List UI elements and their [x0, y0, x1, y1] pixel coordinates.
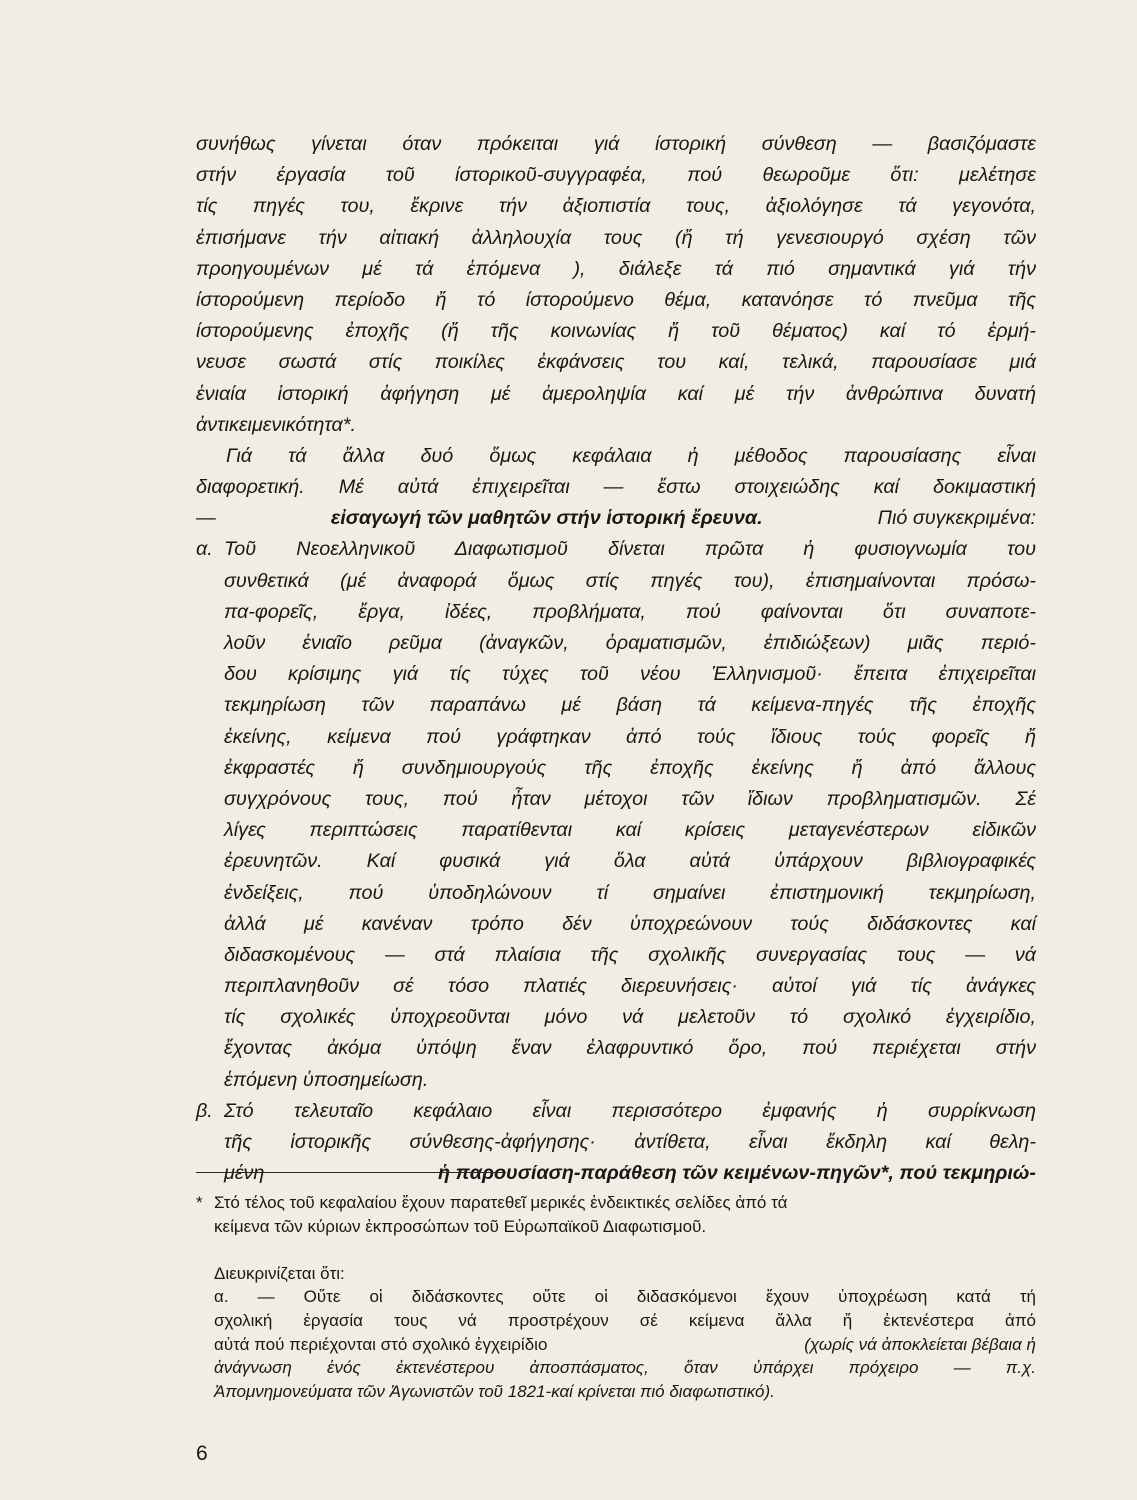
text-line: ἀντικειμενικότητα*. — [196, 413, 356, 436]
text-line: ἑπόμενη ὑποσημείωση. — [224, 1068, 429, 1091]
line-text: Στό τέλος τοῦ κεφαλαίου ἔχουν παρατεθεῖ μερικές ἐνδεικτικές σελίδες ἀπό τά — [214, 1193, 788, 1212]
footnote-clarification — [196, 1262, 1036, 1404]
text-line: διδασκομένους — στά πλαίσια τῆς σχολικῆς συνεργασίας τους — νά — [224, 943, 1036, 966]
text-line: στήν έργασία τοῦ ίστορικοῦ-συγγραφέα, πού θεωροῦμε ὅτι: μελέτησε — [196, 164, 1036, 187]
text-line: συνθετικά (μέ ἀναφορά ὅμως στίς πηγές του), ἐπισημαίνονται πρόσω- — [224, 569, 1036, 592]
text-line: Γιά τά ἄλλα δυό ὅμως κεφάλαια ἡ μέθοδος παρουσίασης εἶναι — [226, 444, 1036, 467]
text-line: πα-φορεῖς, ἔργα, ἰδέες, προβλήματα, πού φαίνονται ὅτι συναποτε- — [224, 600, 1036, 623]
text-line: δου κρίσιμης γιά τίς τύχες τοῦ νέου Ἑλληνισμοῦ· ἔπειτα ἐπιχειρεῖται — [224, 663, 1036, 686]
footnote-line — [214, 1333, 1036, 1357]
phrase: Πιό συγκεκριμένα: — [877, 507, 1036, 530]
text-line: προηγουμένων μέ τά ἑπόμενα ), διάλεξε τά πιό σημαντικά γιά τήν — [196, 257, 1036, 280]
text-line: τίς σχολικές ὑποχρεοῦνται μόνο νά μελετοῦν τό σχολικό ἐγχειρίδιο, — [224, 1006, 1036, 1029]
text-line: τῆς ἱστορικῆς σύνθεσης-ἀφήγησης· ἀντίθετα, εἶναι ἔκδηλη καί θελη- — [224, 1131, 1036, 1153]
footnote-separator — [196, 1172, 506, 1173]
text-line: ἐκφραστές ἤ συνδημιουργούς τῆς ἐποχῆς ἐκείνης ἤ ἀπό ἄλλους — [224, 756, 1036, 779]
text-line — [196, 534, 1036, 565]
footnote-heading: Διευκρινίζεται ὅτι: — [214, 1263, 345, 1283]
text-line — [196, 1096, 1036, 1127]
text-line: λοῦν ἑνιαῖο ρεῦμα (ἀναγκῶν, ὁραματισμῶν, ἐπιδιώξεων) μιᾶς περιό- — [224, 632, 1036, 654]
emphasized-phrase: εἰσαγωγή τῶν μαθητῶν στήν ἱστορική ἔρευνα. — [330, 507, 763, 530]
phrase: μένη — [224, 1162, 265, 1185]
spacer — [196, 1238, 1036, 1262]
footnote-line: ἀνάγνωση ἑνός ἐκτενέστερου ἀποσπάσματος, ὅταν ὑπάρχει πρόχειρο — π.χ. — [214, 1358, 1036, 1378]
paragraph-2 — [196, 441, 1036, 535]
footnote-line: σχολική ἐργασία τους νά προστρέχουν σέ κείμενα ἄλλα ἤ ἐκτενέστερα ἀπό — [214, 1310, 1036, 1330]
main-text — [196, 129, 1036, 1189]
em-dash: — — [196, 507, 216, 530]
list-item-b — [196, 1096, 1036, 1190]
paragraph-1 — [196, 129, 1036, 441]
text-line: ίστορούμενης ἐποχῆς (ἤ τῆς κοινωνίας ἤ τοῦ θέματος) καί τό ἑρμή- — [196, 320, 1036, 343]
line-text: Τοῦ Νεοελληνικοῦ Διαφωτισμοῦ δίνεται πρῶτα ἡ φυσιογνωμία του — [224, 538, 1036, 561]
footnote-line: α. — Οὔτε οἱ διδάσκοντες οὔτε οἱ διδασκόμενοι ἔχουν ὑποχρέωση κατά τή — [214, 1287, 1036, 1307]
text-line: περιπλανηθοῦν σέ τόσο πλατιές διερευνήσεις· αὐτοί γιά τίς ἀνάγκες — [224, 975, 1036, 998]
italic-phrase: (χωρίς νά ἀποκλείεται βέβαια ἡ — [804, 1334, 1036, 1354]
text-line: ἑνιαία ἱστορική ἀφήγηση μέ ἀμεροληψία καί μέ τήν ἀνθρώπινα δυνατή — [196, 382, 1036, 405]
text-line — [224, 1158, 1036, 1189]
text-line: συγχρόνους τους, πού ἦταν μέτοχοι τῶν ἴδιων προβληματισμῶν. Σέ — [224, 787, 1036, 810]
text-line — [196, 503, 1036, 534]
page-number: 6 — [196, 1442, 208, 1465]
text-line: ἐπισήμανε τήν αἰτιακή ἀλληλουχία τους (ἤ τή γενεσιουργό σχέση τῶν — [196, 226, 1036, 249]
footnote-line: κείμενα τῶν κύριων ἐκπροσώπων τοῦ Εὐρωπαϊκοῦ Διαφωτισμοῦ. — [214, 1216, 707, 1236]
text-line: ἀλλά μέ κανέναν τρόπο δέν ὑποχρεώνουν τούς διδάσκοντες καί — [224, 912, 1036, 935]
emphasized-phrase: ἡ παρουσίαση-παράθεση τῶν κειμένων-πηγῶν*, πού τεκμηριώ- — [438, 1162, 1036, 1185]
text-line: ἐνδείξεις, πού ὑποδηλώνουν τί σημαίνει ἐπιστημονική τεκμηρίωση, — [224, 881, 1036, 904]
text-line: συνήθως γίνεται όταν πρόκειται γιά ίστορική σύνθεση — βασιζόμαστε — [196, 133, 1036, 155]
item-marker: β. — [196, 1099, 213, 1122]
text-line: τίς πηγές του, ἔκρινε τήν ἀξιοπιστία τους, ἀξιολόγησε τά γεγονότα, — [196, 195, 1036, 218]
list-item-a — [196, 534, 1036, 1095]
text-line: διαφορετική. Μέ αὐτά ἐπιχειρεῖται — ἔστω στοιχειώδης καί δοκιμαστική — [196, 476, 1036, 499]
text-line: ἐρευνητῶν. Καί φυσικά γιά ὅλα αὐτά ὑπάρχουν βιβλιογραφικές — [224, 850, 1036, 873]
text-line: τεκμηρίωση τῶν παραπάνω μέ βάση τά κείμενα-πηγές τῆς ἐποχῆς — [224, 694, 1036, 717]
text-line: λίγες περιπτώσεις παρατίθενται καί κρίσεις μεταγενέστερων εἰδικῶν — [224, 819, 1036, 842]
footnote-line — [196, 1191, 1036, 1215]
text-line: νευσε σωστά στίς ποικίλες ἐκφάνσεις του καί, τελικά, παρουσίασε μιά — [196, 351, 1036, 374]
footnote-marker: * — [196, 1193, 203, 1212]
footnotes — [196, 1191, 1036, 1403]
line-text: Στό τελευταῖο κεφάλαιο εἶναι περισσότερο ἐμφανής ἡ συρρίκνωση — [224, 1099, 1036, 1122]
item-marker: α. — [196, 538, 213, 561]
text-line: ἔχοντας ἀκόμα ὑπόψη ἕναν ἐλαφρυντικό ὅρο, πού περιέχεται στήν — [224, 1037, 1036, 1060]
phrase: αὐτά πού περιέχονται στό σχολικό ἐγχειρίδιο — [214, 1334, 548, 1354]
footnote-line: Ἀπομνημονεύματα τῶν Ἀγωνιστῶν τοῦ 1821-καί κρίνεται πιό διαφωτιστικό). — [214, 1381, 775, 1401]
text-line: ίστορούμενη περίοδο ἤ τό ίστορούμενο θέμα, κατανόησε τό πνεῦμα τῆς — [196, 288, 1036, 311]
footnote-star — [196, 1191, 1036, 1238]
text-line: ἐκείνης, κείμενα πού γράφτηκαν ἀπό τούς ἴδιους τούς φορεῖς ἤ — [224, 725, 1036, 748]
